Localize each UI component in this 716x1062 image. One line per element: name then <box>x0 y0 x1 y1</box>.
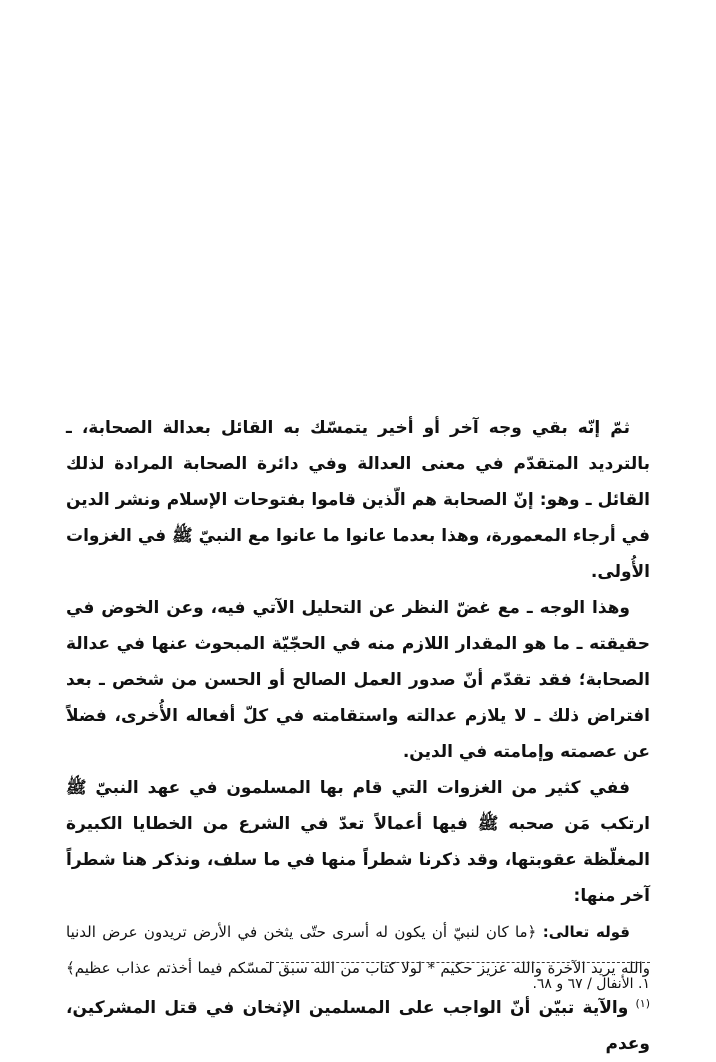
footnote-divider <box>266 962 650 963</box>
paragraph-1 <box>66 410 650 590</box>
paragraph-3 <box>66 770 650 914</box>
quote-lead: قوله تعالى: <box>542 923 630 941</box>
footnote-marker: (١) <box>635 997 650 1010</box>
paragraph-2-text: وهذا الوجه ـ مع غضّ النظر عن التحليل الآتي فيه، وعن الخوض في حقيقته ـ ما هو المقدار اللازم منه في الحجّيّة المبحوث عنها في عدالة الصحابة؛ فقد تقدّم أنّ صدور العمل الصالح أو الحسن من شخص ـ بعد افتراض ذلك ـ لا يلازم عدالته واستقامته في كلّ أفعاله الأُخرى، فضلاً عن عصمته وإمامته في الدين. <box>66 598 650 762</box>
paragraph-2 <box>66 590 650 770</box>
footnote: ١. الأنفال / ٦٧ و ٦٨. <box>532 976 650 992</box>
quote-continuation: والآية تبيّن أنّ الواجب على المسلمين الإثخان في قتل المشركين، وعدم <box>66 998 650 1054</box>
paragraph-3-text: ففي كثير من الغزوات التي قام بها المسلمون في عهد النبيّ ﷺ ارتكب مَن صحبه ﷺ فيها أعمالاً تعدّ في الشرع من الخطايا الكبيرة المغلّظة عقوبتها، وقد ذكرنا شطراً منها في ما سلف، ونذكر هنا شطراً آخر منها: <box>66 778 650 906</box>
quote-ayah: ﴿ما كان لنبيّ أن يكون له أسرى حتّى يثخن في الأرض تريدون عرض الدنيا والله يريد الآخرة والله عزيز حكيم * لولا كتاب من الله سبق لمسّكم فيما أخذتم عذاب عظيم﴾ <box>66 923 650 977</box>
paragraph-1-text: ثمّ إنّه بقي وجه آخر أو أخير يتمسّك به القائل بعدالة الصحابة، ـ بالترديد المتقدّم في معنى العدالة وفي دائرة الصحابة المرادة لذلك القائل ـ وهو: إنّ الصحابة هم الّذين قاموا بفتوحات الإسلام ونشر الدين في أرجاء المعمورة، وهذا بعدما عانوا ما عانوا مع النبيّ ﷺ في الغزوات الأُولى. <box>66 418 650 582</box>
body-text <box>66 410 650 1062</box>
